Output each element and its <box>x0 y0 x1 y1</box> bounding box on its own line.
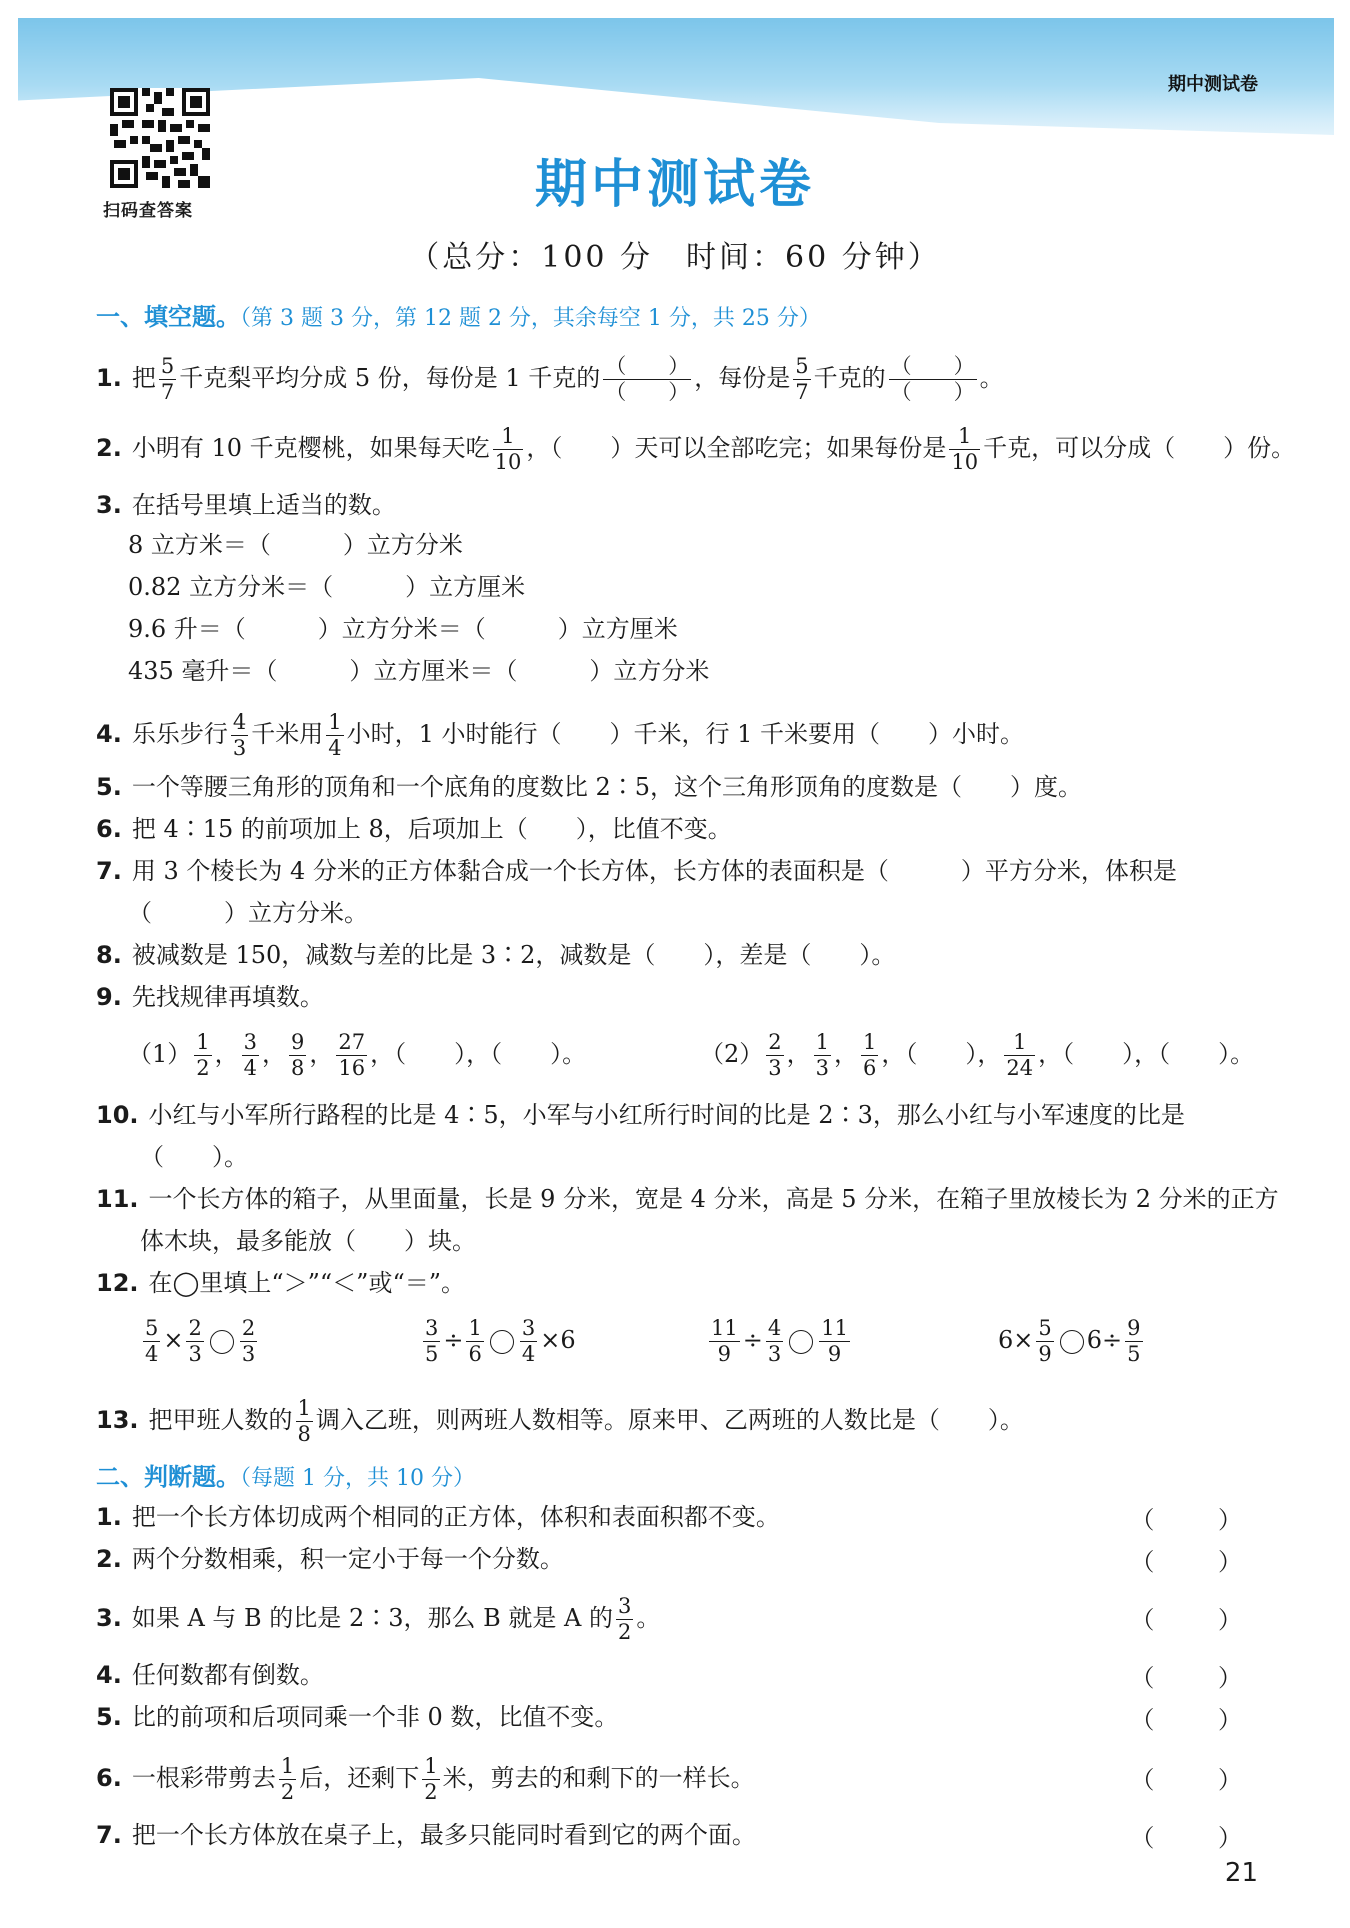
question-text: 小明有 10 千克樱桃，如果每天吃 <box>131 434 490 462</box>
fraction: $\frac{1}{24}$ <box>1006 1030 1034 1080</box>
section-note: （每题 1 分，共 10 分） <box>240 1466 475 1491</box>
question-number: 4. <box>96 720 122 748</box>
question-4 <box>96 712 1290 759</box>
compare-circle[interactable] <box>490 1330 514 1354</box>
fraction: $\frac{1}{8}$ <box>297 1396 311 1446</box>
answer-paren[interactable]: （ ） <box>1130 1824 1270 1852</box>
question-number: 3. <box>96 491 122 519</box>
question-text: ，每份是 <box>694 364 791 392</box>
question-text: 千克梨平均分成 5 份，每份是 1 千克的 <box>179 364 601 392</box>
question-10 <box>96 1098 1290 1132</box>
sequence-fraction: $\frac{27}{16}$ <box>338 1030 366 1080</box>
question-number: 1. <box>96 364 122 392</box>
question-10-cont[interactable]: （ ）。 <box>140 1143 248 1171</box>
fraction: $\frac{1}{10}$ <box>494 424 522 474</box>
compare-circle[interactable] <box>210 1330 234 1354</box>
fraction: $\frac{3}{2}$ <box>617 1594 632 1644</box>
compare-expression-3[interactable]: $\frac{11}{9}$ ÷ $\frac{4}{3}$ $\frac{11}{9}$ <box>711 1316 848 1366</box>
page-title: 期中测试卷 <box>534 155 815 215</box>
sequence-fraction: $\frac{1}{2}$ <box>196 1030 210 1080</box>
question-8 <box>96 938 1290 972</box>
question-text: 乐乐步行 <box>131 720 228 748</box>
judge-question-5: 5. 比的前项和后项同乘一个非 0 数，比值不变。 <box>96 1703 619 1731</box>
question-text[interactable]: 被减数是 150，减数与差的比是 3∶2，减数是（ ），差是（ ）。 <box>131 941 896 969</box>
question-text[interactable]: 小时，1 小时能行（ ）千米，行 1 千米要用（ ）小时。 <box>346 720 1025 748</box>
qr-label: 扫码查答案 <box>103 201 193 221</box>
question-9-sequence-1[interactable]: （1） $\frac{1}{2}$ ， $\frac{3}{4}$ ， $\frac{9}{8}$ ， $\frac{27}{16}$ ，（ ），（ ）。 <box>128 1030 587 1080</box>
judge-question-7: 7. 把一个长方体放在桌子上，最多只能同时看到它的两个面。 <box>96 1821 756 1849</box>
judge-question-2: 2. 两个分数相乘，积一定小于每一个分数。 <box>96 1545 564 1573</box>
question-5 <box>96 770 1290 804</box>
question-text[interactable]: 调入乙班，则两班人数相等。原来甲、乙两班的人数比是（ ）。 <box>315 1406 1024 1434</box>
question-text: 把 <box>131 364 156 392</box>
question-number: 13. <box>96 1406 139 1434</box>
question-text[interactable]: ，（ ）天可以全部吃完；如果每份是 <box>526 434 947 462</box>
judge-question-6: 6. 一根彩带剪去 $\frac{1}{2}$ 后，还剩下 $\frac{1}{2}$ 米，剪去的和剩下的一样长。 <box>96 1754 755 1804</box>
fraction-blank[interactable]: $\frac{( )}{( )}$ <box>605 354 690 404</box>
question-11-cont[interactable]: 体木块，最多能放（ ）块。 <box>140 1227 476 1255</box>
sequence-fraction: $\frac{9}{8}$ <box>291 1030 305 1080</box>
question-13 <box>96 1398 1290 1445</box>
question-number: 11. <box>96 1185 139 1213</box>
answer-paren[interactable]: （ ） <box>1130 1766 1270 1794</box>
question-number: 7. <box>96 857 122 885</box>
answer-paren[interactable]: （ ） <box>1130 1548 1270 1576</box>
question-text: 在括号里填上适当的数。 <box>131 491 396 519</box>
fraction: $\frac{5}{7}$ <box>795 354 809 404</box>
question-number: 9. <box>96 983 122 1011</box>
question-number: 5. <box>96 773 122 801</box>
question-text: 在◯里填上“＞”“＜”或“＝”。 <box>148 1269 465 1297</box>
answer-paren[interactable]: （ ） <box>1130 1706 1270 1734</box>
question-7-cont[interactable]: （ ）立方分米。 <box>128 899 368 927</box>
question-text[interactable]: 把 4∶15 的前项加上 8，后项加上（ ），比值不变。 <box>131 815 732 843</box>
answer-paren[interactable]: （ ） <box>1130 1506 1270 1534</box>
question-text[interactable]: 一个等腰三角形的顶角和一个底角的度数比 2∶5，这个三角形顶角的度数是（ ）度。 <box>131 773 1082 801</box>
answer-paren[interactable]: （ ） <box>1130 1664 1270 1692</box>
sequence-fraction: $\frac{1}{3}$ <box>815 1030 830 1080</box>
question-3-line-4[interactable]: 435 毫升＝（ ）立方厘米＝（ ）立方分米 <box>128 657 710 685</box>
page-subtitle: （总分：100 分 时间：60 分钟） <box>409 240 941 275</box>
section-judge-header <box>96 1460 1290 1496</box>
fraction: $\frac{5}{7}$ <box>160 354 175 404</box>
question-number: 2. <box>96 434 122 462</box>
section-title: 一、填空题。 <box>96 303 240 331</box>
question-7 <box>96 854 1290 888</box>
question-text[interactable]: 千克，可以分成（ ）份。 <box>983 434 1296 462</box>
question-3-line-2[interactable]: 0.82 立方分米＝（ ）立方厘米 <box>128 573 526 601</box>
question-text[interactable]: 小红与小军所行路程的比是 4∶5，小军与小红所行时间的比是 2∶3，那么小红与小军速度的比是 <box>148 1101 1185 1129</box>
fraction: $\frac{4}{3}$ <box>232 710 247 760</box>
question-text: 一个长方体的箱子，从里面量，长是 9 分米，宽是 4 分米，高是 5 分米，在箱子里放棱长为 2 分米的正方 <box>148 1185 1279 1213</box>
answer-paren[interactable]: （ ） <box>1130 1606 1270 1634</box>
judge-question-1: 1. 把一个长方体切成两个相同的正方体，体积和表面积都不变。 <box>96 1503 780 1531</box>
question-6 <box>96 812 1290 846</box>
fraction: $\frac{1}{10}$ <box>951 424 979 474</box>
sequence-fraction: $\frac{1}{6}$ <box>863 1030 877 1080</box>
question-text: 千克的 <box>813 364 886 392</box>
question-9-sequence-2[interactable]: （2） $\frac{2}{3}$ ， $\frac{1}{3}$ ， $\frac{1}{6}$ ，（ ）， $\frac{1}{24}$ ，（ ），（ ）。 <box>700 1030 1255 1080</box>
question-12 <box>96 1266 1290 1300</box>
question-2 <box>96 424 1296 474</box>
fraction: $\frac{1}{2}$ <box>280 1754 295 1804</box>
sequence-fraction: $\frac{3}{4}$ <box>243 1030 258 1080</box>
fraction: $\frac{1}{4}$ <box>328 710 342 760</box>
question-text[interactable]: 用 3 个棱长为 4 分米的正方体黏合成一个长方体，长方体的表面积是（ ）平方分米，体积是 <box>131 857 1177 885</box>
section-title: 二、判断题。 <box>96 1463 240 1491</box>
header-tag: 期中测试卷 <box>1168 74 1258 95</box>
question-text: 千米用 <box>251 720 324 748</box>
question-number: 8. <box>96 941 122 969</box>
question-3-line-1[interactable]: 8 立方米＝（ ）立方分米 <box>128 531 463 559</box>
question-1: 1. 把 $\frac{5}{7}$ 千克梨平均分成 5 份，每份是 1 千克的 $\frac{( )}{( )}$ ，每份是 $\frac{5}{7}$ 千克的 $\frac{( )}{( )}$ 。 <box>96 354 1004 404</box>
question-text: 先找规律再填数。 <box>131 983 324 1011</box>
question-3-line-3[interactable]: 9.6 升＝（ ）立方分米＝（ ）立方厘米 <box>128 615 678 643</box>
compare-expression-4[interactable]: 6× $\frac{5}{9}$ 6÷ $\frac{9}{5}$ <box>998 1316 1141 1366</box>
section-fill-in-header <box>96 300 1290 336</box>
fraction-blank[interactable]: $\frac{( )}{( )}$ <box>890 354 975 404</box>
question-number: 10. <box>96 1101 139 1129</box>
question-text: 把甲班人数的 <box>148 1406 293 1434</box>
compare-expression-1[interactable]: $\frac{5}{4}$ × $\frac{2}{3}$ $\frac{2}{3}$ <box>145 1316 256 1366</box>
fraction: $\frac{1}{2}$ <box>424 1754 438 1804</box>
question-11 <box>96 1182 1290 1216</box>
judge-question-4: 4. 任何数都有倒数。 <box>96 1661 324 1689</box>
question-number: 6. <box>96 815 122 843</box>
judge-question-3: 3. 如果 A 与 B 的比是 2∶3，那么 B 就是 A 的 $\frac{3}{2}$ 。 <box>96 1594 661 1644</box>
compare-circle[interactable] <box>789 1330 813 1354</box>
sequence-fraction: $\frac{2}{3}$ <box>768 1030 782 1080</box>
question-number: 12. <box>96 1269 139 1297</box>
compare-expression-2[interactable]: $\frac{3}{5}$ ÷ $\frac{1}{6}$ $\frac{3}{4}$ ×6 <box>425 1316 576 1366</box>
question-3 <box>96 488 1290 522</box>
page-number: 21 <box>1224 1858 1258 1888</box>
compare-circle[interactable] <box>1060 1330 1084 1354</box>
question-9 <box>96 980 1290 1014</box>
section-note: （第 3 题 3 分，第 12 题 2 分，其余每空 1 分，共 25 分） <box>240 306 821 331</box>
